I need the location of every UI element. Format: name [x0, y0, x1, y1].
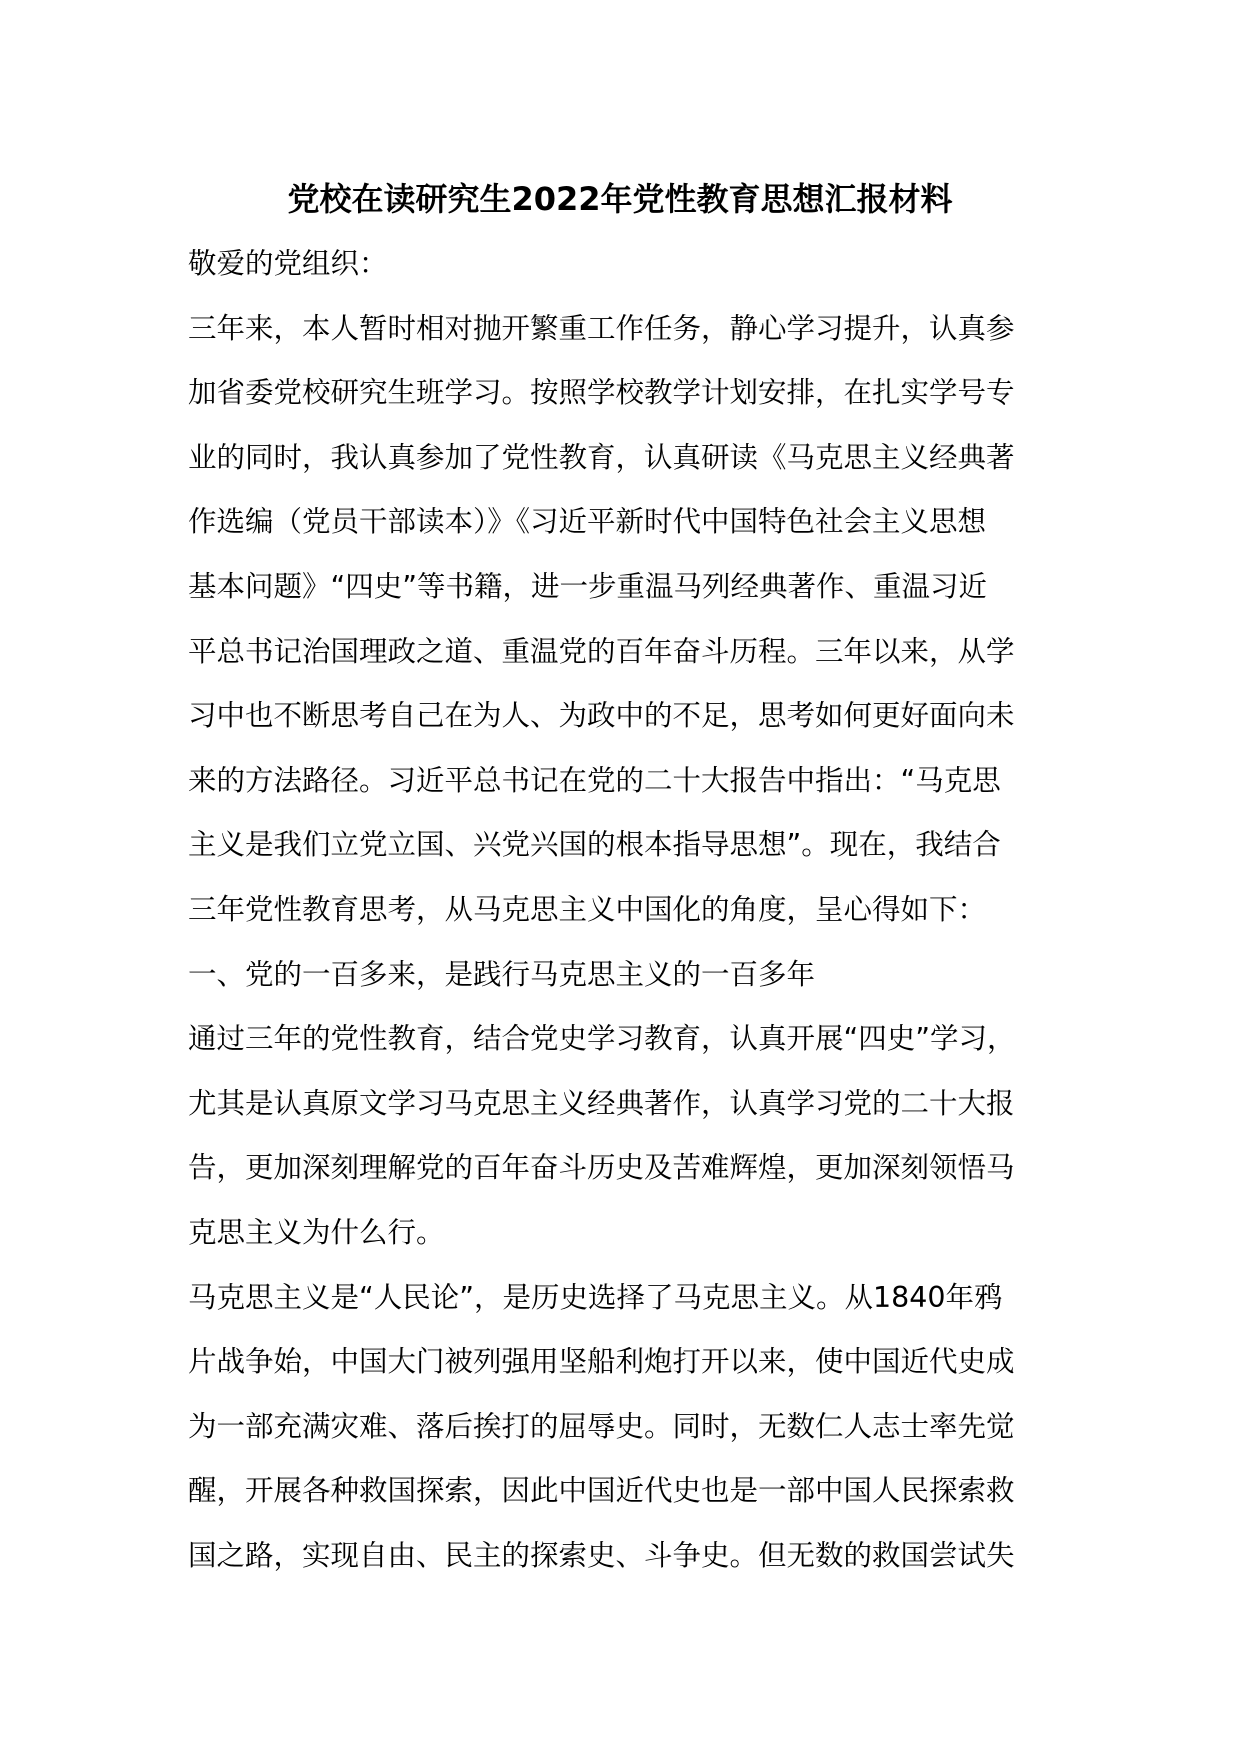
paragraph-line: 基本问题》“四史”等书籍，进一步重温马列经典著作、重温习近 [188, 569, 988, 603]
paragraph-line: 克思主义为什么行。 [188, 1215, 445, 1249]
section-heading: 一、党的一百多来，是践行马克思主义的一百多年 [188, 957, 816, 991]
paragraph-line: 来的方法路径。习近平总书记在党的二十大报告中指出：“马克思 [188, 763, 1001, 797]
paragraph-line: 作选编（党员干部读本）》《习近平新时代中国特色社会主义思想 [188, 505, 987, 539]
paragraph-line: 三年来，本人暂时相对抛开繁重工作任务，静心学习提升，认真参 [188, 311, 1015, 345]
paragraph-line: 为一部充满灾难、落后挨打的屈辱史。同时，无数仁人志士率先觉 [188, 1409, 1015, 1443]
paragraph-line: 片战争始，中国大门被列强用坚船利炮打开以来，使中国近代史成 [188, 1345, 1015, 1379]
document-title: 党校在读研究生2022年党性教育思想汇报材料 [287, 180, 953, 218]
paragraph-line: 尤其是认真原文学习马克思主义经典著作，认真学习党的二十大报 [188, 1086, 1015, 1120]
paragraph-line: 三年党性教育思考，从马克思主义中国化的角度，呈心得如下： [188, 892, 987, 926]
paragraph-line: 国之路，实现自由、民主的探索史、斗争史。但无数的救国尝试失 [188, 1538, 1015, 1572]
salutation-line: 敬爱的党组织： [188, 247, 388, 280]
paragraph-line: 醒，开展各种救国探索，因此中国近代史也是一部中国人民探索救 [188, 1474, 1015, 1508]
paragraph-line: 业的同时，我认真参加了党性教育，认真研读《马克思主义经典著 [188, 440, 1015, 474]
paragraph-line: 马克思主义是“人民论”，是历史选择了马克思主义。从1840年鸦 [188, 1280, 1003, 1314]
paragraph-line: 告，更加深刻理解党的百年奋斗历史及苦难辉煌，更加深刻领悟马 [188, 1151, 1015, 1185]
document-body [188, 232, 1088, 1588]
paragraph-line: 平总书记治国理政之道、重温党的百年奋斗历程。三年以来，从学 [188, 634, 1015, 668]
paragraph-line: 主义是我们立党立国、兴党兴国的根本指导思想”。现在，我结合 [188, 828, 1001, 862]
paragraph-line: 习中也不断思考自己在为人、为政中的不足，思考如何更好面向未 [188, 699, 1015, 733]
paragraph-line: 加省委党校研究生班学习。按照学校教学计划安排，在扎实学号专 [188, 376, 1015, 410]
paragraph-line: 通过三年的党性教育，结合党史学习教育，认真开展“四史”学习， [188, 1022, 1016, 1056]
